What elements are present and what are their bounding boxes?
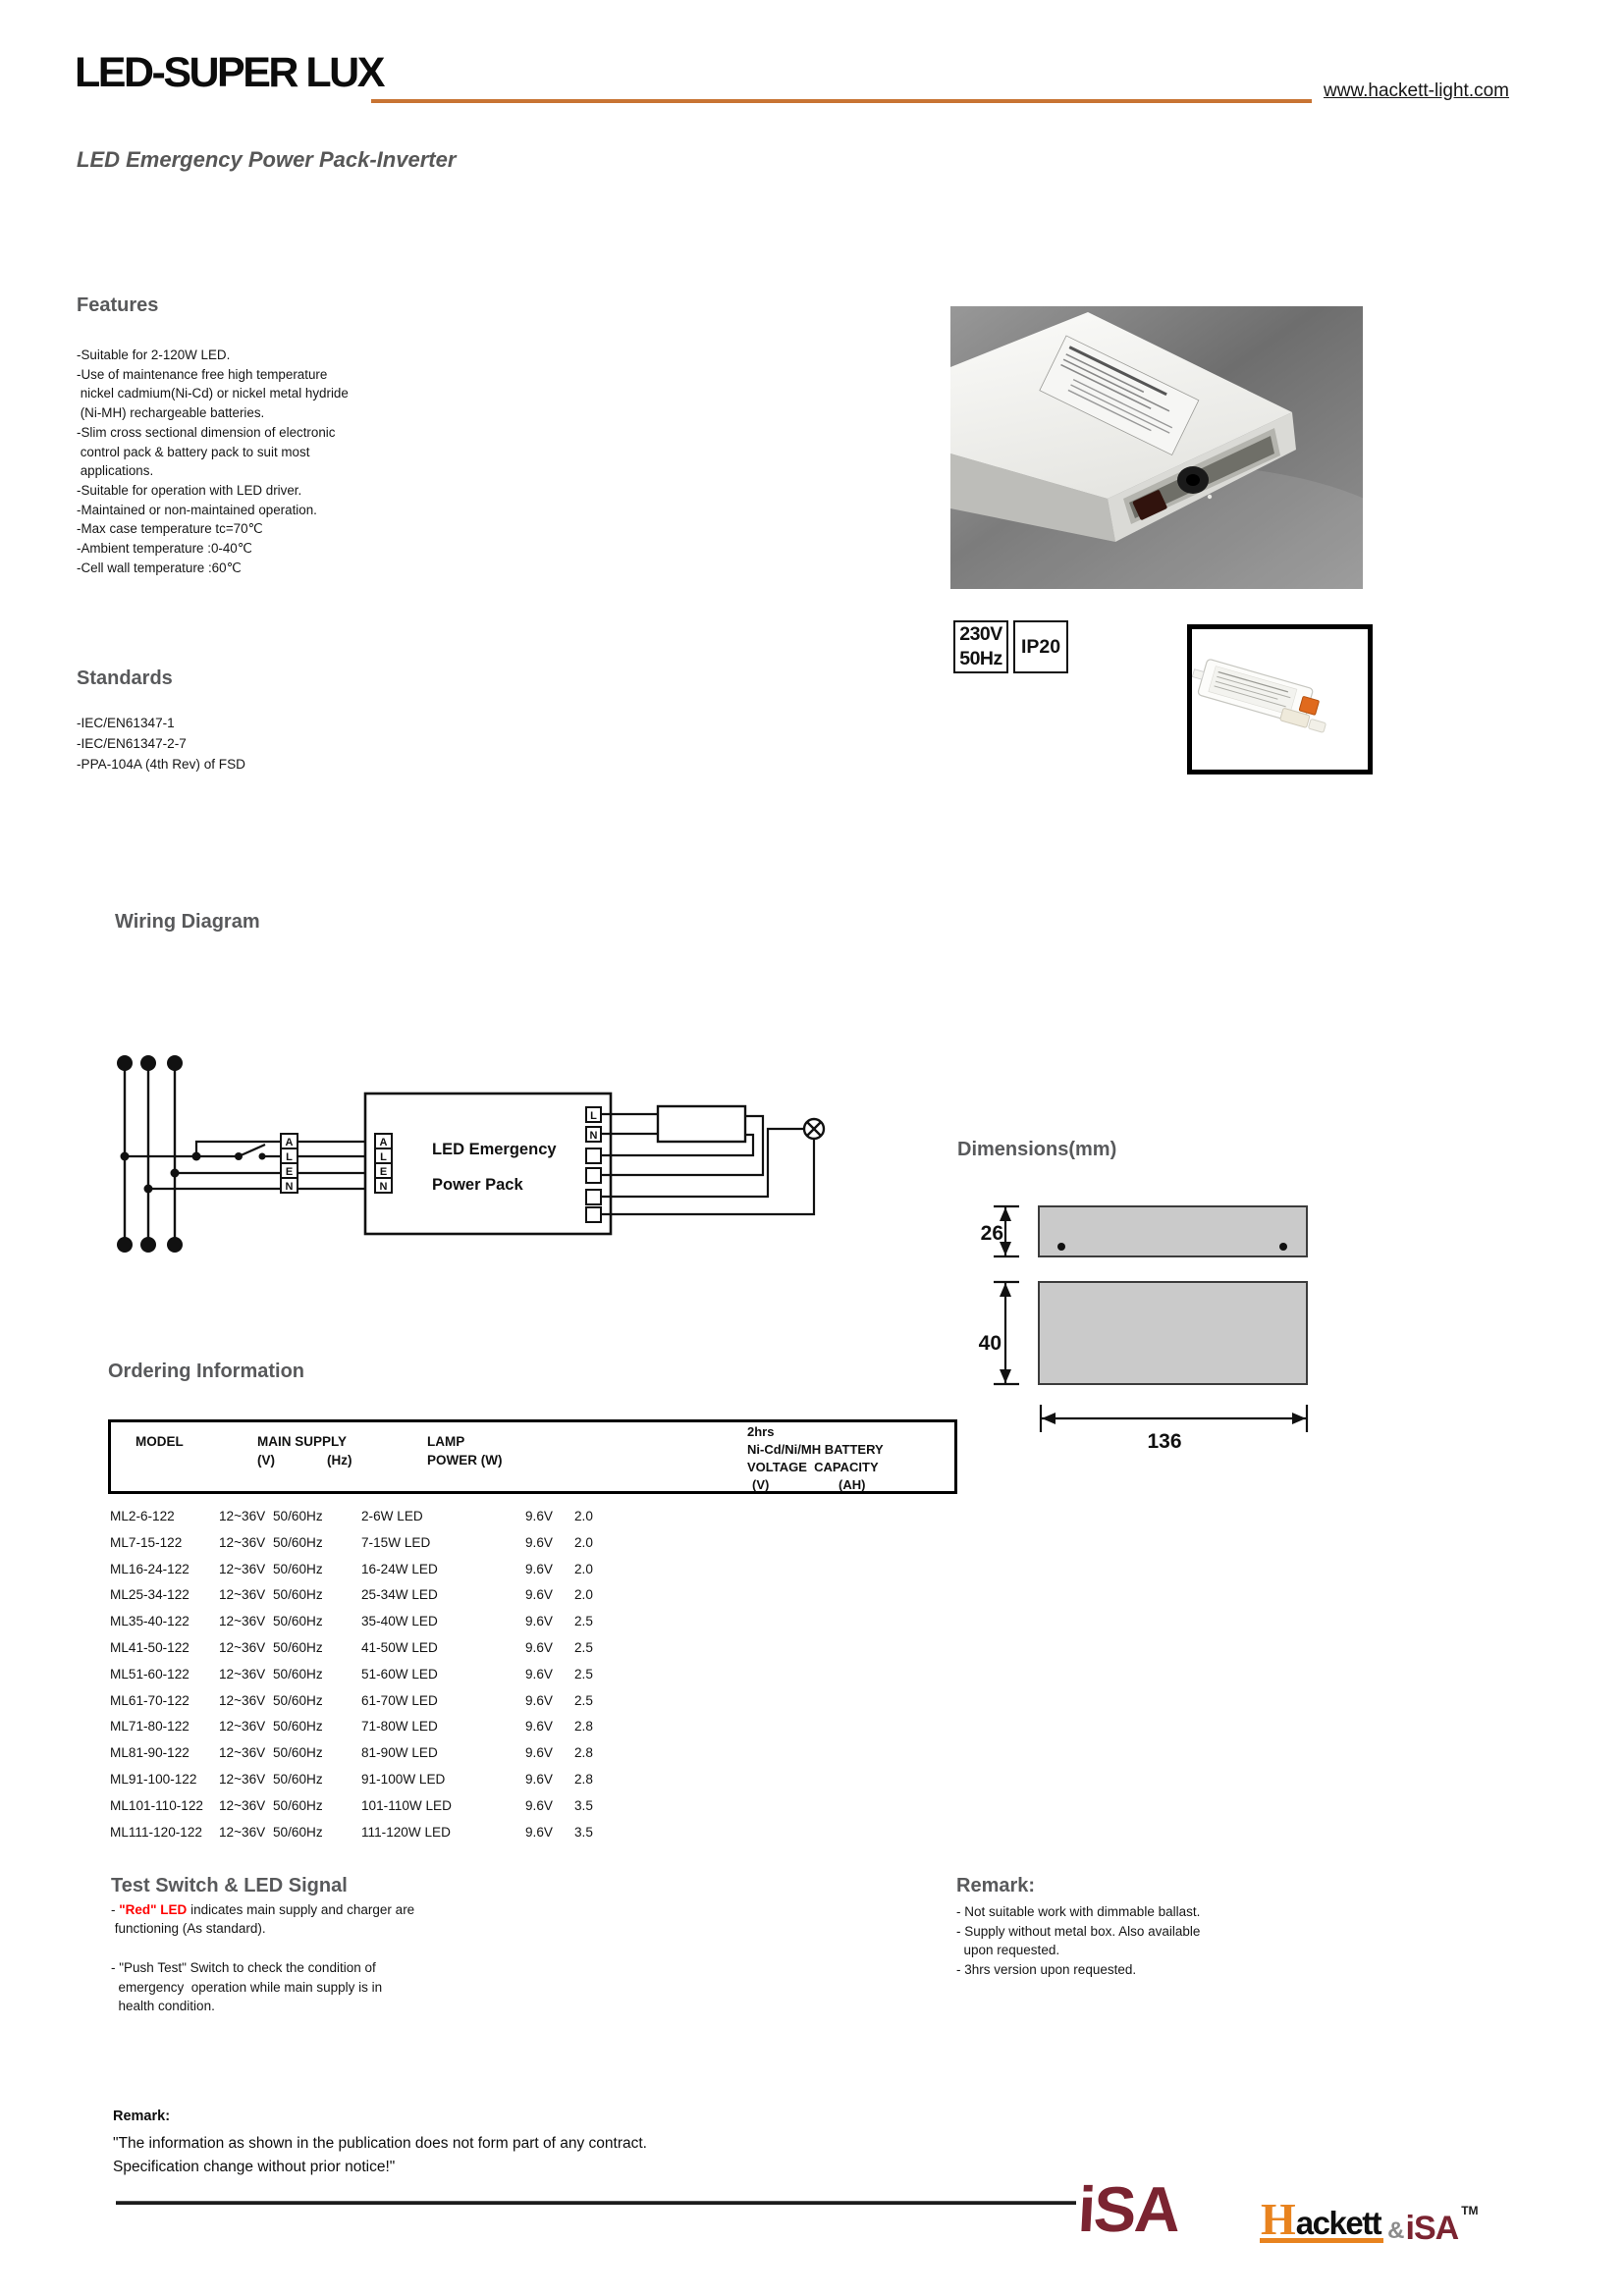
- svg-text:E: E: [285, 1166, 294, 1178]
- feature-line: -Maintained or non-maintained operation.: [77, 502, 317, 517]
- website-link[interactable]: www.hackett-light.com: [1324, 80, 1510, 101]
- feature-line: -Use of maintenance free high temperature: [77, 366, 328, 382]
- col-supply-v: (V): [257, 1453, 275, 1468]
- inverter-photo: [1192, 629, 1358, 760]
- red-led-label: "Red" LED: [119, 1902, 188, 1917]
- product-photo: [950, 306, 1363, 589]
- bottom-remark-heading: Remark:: [113, 2109, 171, 2124]
- power-pack-box: [365, 1094, 611, 1234]
- svg-text:A: A: [379, 1137, 388, 1148]
- col-model: MODEL: [135, 1434, 184, 1449]
- standards-list: [77, 713, 245, 774]
- table-row: ML61-70-122 12~36V 50/60Hz 61-70W LED 9.6V 2.5: [110, 1693, 593, 1708]
- svg-text:L: L: [286, 1151, 293, 1163]
- svg-text:A: A: [285, 1137, 294, 1148]
- standards-heading: Standards: [77, 667, 173, 689]
- dimensions-drawing: [962, 1193, 1375, 1458]
- table-row: ML25-34-122 12~36V 50/60Hz 25-34W LED 9.6V 2.0: [110, 1587, 593, 1602]
- terminal-strip-1: [281, 1134, 298, 1193]
- table-row: ML16-24-122 12~36V 50/60Hz 16-24W LED 9.6V 2.0: [110, 1562, 593, 1576]
- voltage-badge: [953, 620, 1008, 673]
- feature-line: -Suitable for operation with LED driver.: [77, 482, 302, 498]
- page-title: LED-SUPER LUX: [75, 49, 383, 96]
- dim-40-label: 40: [978, 1332, 1001, 1355]
- col-supply: MAIN SUPPLY: [257, 1434, 348, 1449]
- col-batt-3: VOLTAGE CAPACITY: [747, 1460, 879, 1474]
- wiring-diagram: [108, 1055, 835, 1266]
- col-supply-hz: (Hz): [327, 1453, 352, 1468]
- col-batt-2: Ni-Cd/Ni/MH BATTERY: [747, 1442, 884, 1457]
- table-row: ML111-120-122 12~36V 50/60Hz 111-120W LED 9.6V 3.5: [110, 1825, 593, 1840]
- table-row: ML2-6-122 12~36V 50/60Hz 2-6W LED 9.6V 2.0: [110, 1509, 593, 1523]
- table-row: ML41-50-122 12~36V 50/60Hz 41-50W LED 9.6V 2.5: [110, 1640, 593, 1655]
- svg-text:N: N: [589, 1130, 598, 1142]
- feature-line: (Ni-MH) rechargeable batteries.: [77, 405, 265, 421]
- svg-text:N: N: [285, 1181, 294, 1193]
- ordering-heading: Ordering Information: [108, 1361, 304, 1382]
- table-row: ML35-40-122 12~36V 50/60Hz 35-40W LED 9.6V 2.5: [110, 1614, 593, 1629]
- dimensions-heading: Dimensions(mm): [957, 1139, 1117, 1160]
- wires: [125, 1142, 375, 1189]
- hackett-isa-logo: H ackett & iSA TM: [1261, 2194, 1479, 2247]
- standard-line: -IEC/EN61347-1: [77, 716, 175, 730]
- push-test-paragraph: - "Push Test" Switch to check the condition of emergency operation while main supply is in health condition.: [111, 1960, 383, 2014]
- inverter-photo-frame: [1187, 624, 1373, 774]
- table-row: ML71-80-122 12~36V 50/60Hz 71-80W LED 9.6V 2.8: [110, 1719, 593, 1734]
- table-row: ML81-90-122 12~36V 50/60Hz 81-90W LED 9.6V 2.8: [110, 1745, 593, 1760]
- remark-list: - Not suitable work with dimmable ballast. - Supply without metal box. Also available upon requested. - 3hrs version upon requested.: [956, 1904, 1201, 1977]
- page-subtitle: LED Emergency Power Pack-Inverter: [77, 147, 457, 172]
- test-switch-line2: functioning (As standard).: [111, 1921, 266, 1936]
- features-list: [77, 346, 349, 577]
- inverter-unit: [1192, 656, 1334, 732]
- bottom-remark-text: "The information as shown in the publication does not form part of any contract. Specification change without prior notice!": [113, 2135, 647, 2175]
- table-row: ML7-15-122 12~36V 50/60Hz 7-15W LED 9.6V 2.0: [110, 1535, 593, 1550]
- svg-text:N: N: [379, 1181, 388, 1193]
- svg-text:E: E: [379, 1166, 388, 1178]
- title-rule: [371, 99, 1312, 103]
- svg-text:L: L: [380, 1151, 387, 1163]
- remark-heading: Remark:: [956, 1875, 1036, 1896]
- led-driver-box: [658, 1106, 745, 1142]
- wiring-heading: Wiring Diagram: [115, 911, 260, 933]
- col-batt-v: (V): [752, 1477, 770, 1492]
- feature-line: -Suitable for 2-120W LED.: [77, 347, 231, 362]
- feature-line: -Slim cross sectional dimension of electronic: [77, 424, 336, 440]
- pack-label-1: LED Emergency: [432, 1141, 557, 1158]
- svg-text:L: L: [590, 1110, 597, 1122]
- col-batt-ah: (AH): [839, 1477, 866, 1492]
- feature-line: -Ambient temperature :0-40℃: [77, 541, 252, 557]
- col-lamp-2: POWER (W): [427, 1453, 503, 1468]
- feature-line: -Max case temperature tc=70℃: [77, 521, 263, 537]
- control-pack-outline: [1039, 1282, 1307, 1384]
- col-batt-1: 2hrs: [747, 1424, 775, 1439]
- pack-label-2: Power Pack: [432, 1176, 523, 1194]
- hackett-wordmark: H ackett: [1260, 2202, 1383, 2243]
- table-row: ML101-110-122 12~36V 50/60Hz 101-110W LED 9.6V 3.5: [110, 1798, 593, 1813]
- terminal-strip-2: [375, 1134, 392, 1193]
- ip-rating-badge: IP20: [1013, 620, 1068, 673]
- standard-line: -IEC/EN61347-2-7: [77, 736, 187, 751]
- table-row: ML91-100-122 12~36V 50/60Hz 91-100W LED 9.6V 2.8: [110, 1772, 593, 1787]
- feature-line: control pack & battery pack to suit most: [77, 444, 310, 459]
- test-switch-heading: Test Switch & LED Signal: [111, 1875, 348, 1896]
- test-switch-line1: - "Red" LED indicates main supply and charger are: [111, 1902, 415, 1917]
- feature-line: applications.: [77, 463, 154, 479]
- voltage-line1: 230V: [959, 623, 1002, 645]
- feature-line: nickel cadmium(Ni-Cd) or nickel metal hydride: [77, 386, 349, 401]
- ordering-table-header: [108, 1419, 957, 1494]
- table-row: ML51-60-122 12~36V 50/60Hz 51-60W LED 9.6V 2.5: [110, 1667, 593, 1682]
- col-lamp-1: LAMP: [427, 1434, 465, 1449]
- standard-line: -PPA-104A (4th Rev) of FSD: [77, 757, 245, 772]
- features-heading: Features: [77, 294, 159, 316]
- feature-line: -Cell wall temperature :60℃: [77, 560, 242, 575]
- dim-136-label: 136: [1147, 1430, 1182, 1453]
- battery-pack-outline: [1039, 1206, 1307, 1256]
- voltage-line2: 50Hz: [959, 648, 1002, 669]
- dim-26-label: 26: [980, 1222, 1003, 1245]
- dim-136: [1041, 1405, 1307, 1432]
- supply-bus: [125, 1063, 175, 1245]
- footer-rule: [116, 2201, 1076, 2205]
- isa-logo: iSA: [1076, 2173, 1181, 2245]
- trademark-symbol: TM: [1461, 2203, 1479, 2217]
- lamp-icon: [804, 1119, 824, 1139]
